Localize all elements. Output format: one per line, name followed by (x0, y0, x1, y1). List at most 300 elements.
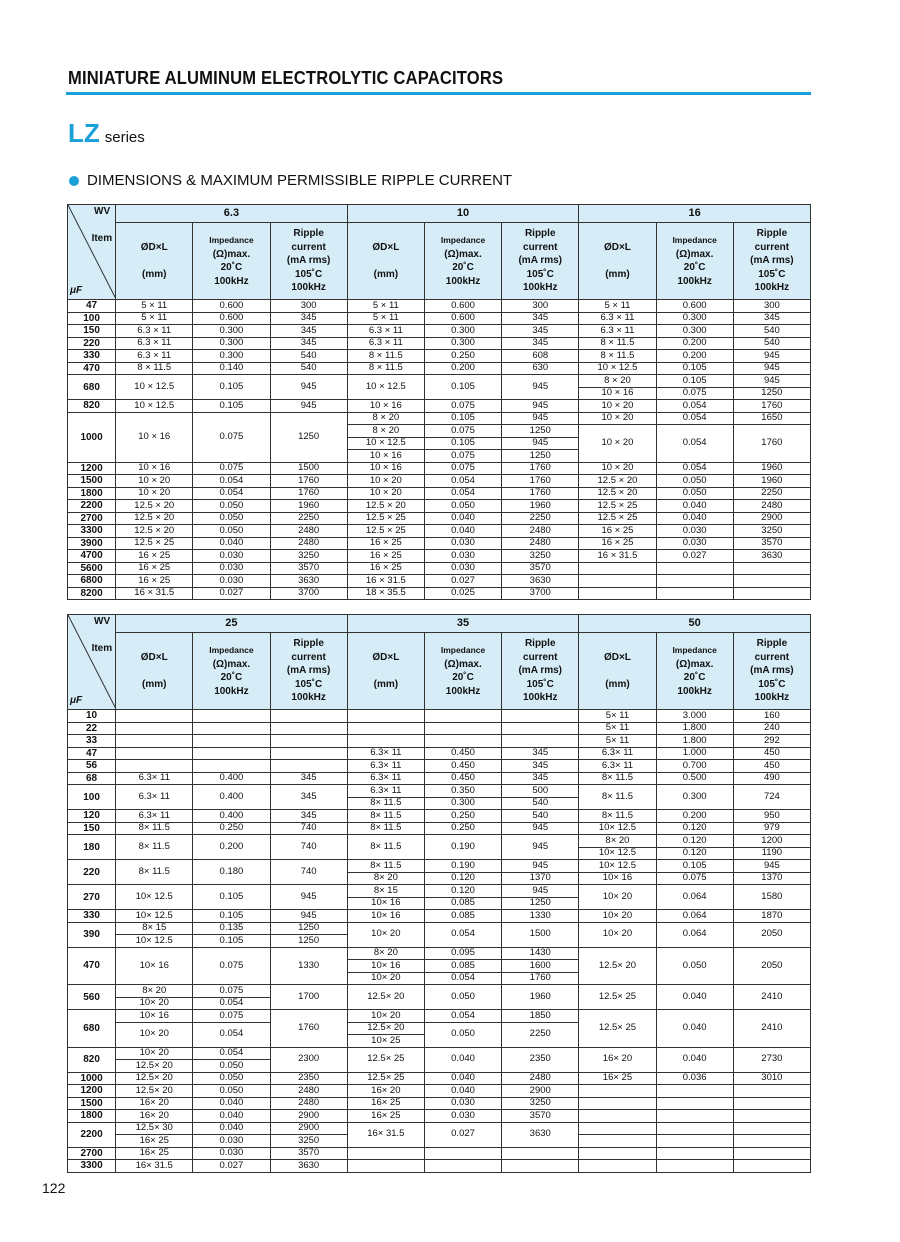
capacitance-cell: 2700 (68, 512, 116, 525)
ripple-cell: 3630 (502, 1122, 579, 1147)
table-row (68, 337, 811, 350)
size-cell: 16 × 25 (347, 550, 424, 563)
ripple-cell: 1370 (733, 872, 810, 885)
size-cell (579, 1147, 656, 1160)
ripple-header: Ripple current (mA rms) 105˚C 100kHz (733, 633, 810, 710)
size-cell: 8× 11.5 (579, 785, 656, 810)
ripple-cell (733, 562, 810, 575)
table-row (68, 1047, 811, 1060)
size-cell: 6.3× 11 (579, 747, 656, 760)
size-cell: 12.5× 20 (116, 1060, 193, 1073)
size-cell: 16 × 25 (116, 575, 193, 588)
ripple-cell: 345 (733, 312, 810, 325)
voltage-header: 16 (579, 205, 811, 223)
impedance-cell: 0.105 (193, 935, 270, 948)
size-cell: 10 × 12.5 (579, 362, 656, 375)
impedance-cell: 0.105 (656, 375, 733, 388)
size-cell: 5× 11 (579, 722, 656, 735)
size-cell: 12.5× 25 (347, 1072, 424, 1085)
size-cell: 6.3× 11 (347, 747, 424, 760)
size-cell: 5× 11 (579, 710, 656, 723)
ripple-cell (733, 1110, 810, 1123)
size-cell (347, 735, 424, 748)
size-cell: 10× 16 (347, 960, 424, 973)
impedance-cell: 0.450 (424, 747, 501, 760)
impedance-cell: 0.300 (656, 785, 733, 810)
capacitance-cell: 820 (68, 1047, 116, 1072)
size-cell: 10× 25 (347, 1035, 424, 1048)
impedance-cell: 0.050 (193, 525, 270, 538)
impedance-cell (656, 1122, 733, 1135)
size-cell: 10 × 16 (579, 387, 656, 400)
impedance-cell: 0.050 (193, 1072, 270, 1085)
ripple-cell: 292 (733, 735, 810, 748)
impedance-cell: 0.050 (656, 475, 733, 488)
table-row (68, 710, 811, 723)
ripple-cell: 2250 (502, 512, 579, 525)
capacitance-cell: 1500 (68, 1097, 116, 1110)
series-code: LZ (68, 118, 100, 148)
table-row (68, 312, 811, 325)
impedance-cell: 0.040 (656, 1047, 733, 1072)
impedance-cell: 0.050 (193, 1060, 270, 1073)
size-cell: 16× 25 (347, 1110, 424, 1123)
uf-label: μF (70, 285, 83, 296)
ripple-cell: 345 (270, 325, 347, 338)
impedance-cell: 0.040 (424, 1085, 501, 1098)
ripple-header: Ripple current (mA rms) 105˚C 100kHz (502, 223, 579, 300)
ripple-cell: 1250 (270, 922, 347, 935)
size-cell (347, 722, 424, 735)
capacitance-cell: 220 (68, 337, 116, 350)
table-row (68, 722, 811, 735)
impedance-cell: 0.040 (656, 500, 733, 513)
impedance-cell: 0.040 (656, 985, 733, 1010)
impedance-cell (424, 722, 501, 735)
size-cell: 6.3× 11 (116, 785, 193, 810)
impedance-cell: 0.054 (424, 487, 501, 500)
ripple-cell: 2480 (502, 525, 579, 538)
ripple-cell: 2900 (502, 1085, 579, 1098)
impedance-cell: 0.400 (193, 785, 270, 810)
impedance-cell: 0.300 (656, 325, 733, 338)
ripple-cell: 2250 (270, 512, 347, 525)
ripple-cell (733, 1097, 810, 1110)
ripple-cell: 945 (270, 400, 347, 413)
impedance-cell: 3.000 (656, 710, 733, 723)
impedance-cell: 0.075 (424, 425, 501, 438)
size-cell: 6.3 × 11 (116, 337, 193, 350)
table-row (68, 1010, 811, 1023)
table-row (68, 772, 811, 785)
capacitance-cell: 10 (68, 710, 116, 723)
ripple-cell: 2900 (270, 1122, 347, 1135)
ripple-cell: 1760 (733, 400, 810, 413)
impedance-cell: 0.030 (424, 537, 501, 550)
size-cell (579, 587, 656, 600)
ripple-cell: 2250 (502, 1022, 579, 1047)
capacitance-cell: 270 (68, 885, 116, 910)
ripple-cell: 2480 (270, 537, 347, 550)
impedance-cell: 0.135 (193, 922, 270, 935)
size-cell: 10 × 16 (116, 462, 193, 475)
size-cell: 6.3× 11 (579, 760, 656, 773)
size-cell: 8× 11.5 (579, 772, 656, 785)
size-cell (116, 747, 193, 760)
table-row (68, 575, 811, 588)
size-cell (579, 1110, 656, 1123)
size-header: ØD×L (mm) (347, 223, 424, 300)
table-row (68, 947, 811, 960)
size-cell: 8× 11.5 (347, 835, 424, 860)
size-cell (347, 1147, 424, 1160)
table-row (68, 362, 811, 375)
ripple-cell: 3250 (270, 1135, 347, 1148)
ripple-cell: 1760 (502, 462, 579, 475)
table-row (68, 500, 811, 513)
ripple-cell: 945 (502, 835, 579, 860)
table-row (68, 1160, 811, 1173)
ripple-cell: 3700 (502, 587, 579, 600)
ripple-cell: 540 (270, 362, 347, 375)
voltage-header: 25 (116, 615, 348, 633)
table-row (68, 350, 811, 363)
ripple-cell: 1960 (270, 500, 347, 513)
table-row (68, 760, 811, 773)
size-cell: 10× 20 (347, 1010, 424, 1023)
impedance-cell: 0.054 (193, 1047, 270, 1060)
item-label: Item (91, 643, 113, 654)
ripple-cell (502, 1160, 579, 1173)
size-header: ØD×L (mm) (579, 633, 656, 710)
table-row (68, 1097, 811, 1110)
ripple-header: Ripple current (mA rms) 105˚C 100kHz (502, 633, 579, 710)
size-cell: 8× 15 (347, 885, 424, 898)
impedance-cell: 0.075 (656, 872, 733, 885)
size-cell (579, 1160, 656, 1173)
impedance-cell: 0.200 (424, 362, 501, 375)
capacitance-cell: 1500 (68, 475, 116, 488)
size-cell: 12.5 × 20 (347, 500, 424, 513)
table-row (68, 537, 811, 550)
ripple-cell: 240 (733, 722, 810, 735)
impedance-cell: 0.300 (656, 312, 733, 325)
size-cell: 8 × 11.5 (579, 350, 656, 363)
size-cell: 12.5 × 20 (116, 525, 193, 538)
size-cell: 12.5 × 20 (579, 475, 656, 488)
impedance-cell: 0.064 (656, 885, 733, 910)
size-cell: 10 × 12.5 (347, 375, 424, 400)
size-cell (579, 1097, 656, 1110)
ripple-cell: 945 (502, 400, 579, 413)
ripple-cell (502, 735, 579, 748)
size-cell: 10 × 12.5 (347, 437, 424, 450)
ripple-cell: 1500 (270, 462, 347, 475)
capacitance-cell: 1800 (68, 487, 116, 500)
impedance-cell (656, 1097, 733, 1110)
impedance-cell: 0.105 (193, 910, 270, 923)
size-cell (347, 710, 424, 723)
section-heading (69, 172, 512, 189)
ripple-cell: 3250 (502, 1097, 579, 1110)
ripple-cell: 345 (270, 772, 347, 785)
size-cell: 8× 15 (116, 922, 193, 935)
size-cell: 12.5 × 25 (579, 512, 656, 525)
size-cell: 8× 11.5 (116, 860, 193, 885)
ripple-cell (733, 1160, 810, 1173)
title-rule (66, 92, 811, 95)
ripple-cell: 540 (270, 350, 347, 363)
impedance-cell: 0.027 (656, 550, 733, 563)
ripple-cell (270, 710, 347, 723)
size-cell: 10 × 20 (579, 425, 656, 463)
size-cell: 8 × 11.5 (347, 350, 424, 363)
capacitance-cell: 2200 (68, 500, 116, 513)
table-row (68, 475, 811, 488)
size-cell: 12.5 × 20 (116, 500, 193, 513)
size-cell (579, 1135, 656, 1148)
impedance-cell: 0.075 (656, 387, 733, 400)
impedance-cell: 0.075 (193, 985, 270, 998)
ripple-cell: 1580 (733, 885, 810, 910)
impedance-cell: 0.030 (424, 550, 501, 563)
ripple-cell: 2730 (733, 1047, 810, 1072)
size-cell: 10 × 12.5 (116, 375, 193, 400)
size-cell: 10× 20 (579, 885, 656, 910)
impedance-cell: 0.105 (424, 412, 501, 425)
impedance-cell: 0.120 (656, 822, 733, 835)
impedance-cell: 0.105 (193, 885, 270, 910)
impedance-cell (656, 575, 733, 588)
impedance-cell: 0.075 (424, 462, 501, 475)
ripple-cell: 540 (502, 810, 579, 823)
voltage-header: 50 (579, 615, 811, 633)
ripple-cell: 945 (502, 437, 579, 450)
ripple-cell: 1370 (502, 872, 579, 885)
size-cell: 10× 20 (116, 1022, 193, 1047)
impedance-cell: 0.350 (424, 785, 501, 798)
capacitance-cell: 47 (68, 300, 116, 313)
size-cell: 5× 11 (579, 735, 656, 748)
size-header: ØD×L (mm) (579, 223, 656, 300)
impedance-cell: 0.027 (193, 1160, 270, 1173)
size-cell (116, 735, 193, 748)
ripple-cell: 2480 (270, 525, 347, 538)
impedance-cell: 0.050 (424, 985, 501, 1010)
size-cell: 12.5× 25 (579, 985, 656, 1010)
size-cell: 6.3 × 11 (347, 325, 424, 338)
ripple-cell: 945 (502, 885, 579, 898)
ripple-cell: 3250 (270, 550, 347, 563)
impedance-cell (656, 1160, 733, 1173)
size-cell: 8× 11.5 (347, 810, 424, 823)
impedance-cell (193, 747, 270, 760)
series-word: series (104, 129, 145, 146)
voltage-header: 10 (347, 205, 579, 223)
impedance-cell: 0.030 (424, 562, 501, 575)
ripple-cell (270, 747, 347, 760)
size-cell: 16 × 25 (347, 537, 424, 550)
size-cell (116, 722, 193, 735)
size-cell: 16 × 31.5 (579, 550, 656, 563)
ripple-cell: 500 (502, 785, 579, 798)
impedance-cell: 0.040 (424, 512, 501, 525)
wv-label: WV (94, 206, 111, 217)
table-row (68, 835, 811, 848)
table-row (68, 587, 811, 600)
impedance-cell: 0.200 (656, 337, 733, 350)
size-cell: 12.5 × 25 (347, 525, 424, 538)
ripple-cell: 540 (733, 325, 810, 338)
impedance-cell (193, 722, 270, 735)
ripple-cell (270, 722, 347, 735)
capacitance-cell: 68 (68, 772, 116, 785)
ripple-cell: 1250 (270, 935, 347, 948)
impedance-cell: 0.600 (193, 300, 270, 313)
impedance-cell: 0.095 (424, 947, 501, 960)
impedance-cell: 0.030 (193, 562, 270, 575)
ripple-cell: 345 (502, 312, 579, 325)
impedance-cell: 0.040 (656, 1010, 733, 1048)
size-cell: 6.3× 11 (116, 772, 193, 785)
ripple-cell: 540 (733, 337, 810, 350)
impedance-cell: 0.450 (424, 772, 501, 785)
size-cell: 10 × 20 (579, 462, 656, 475)
impedance-cell: 0.400 (193, 810, 270, 823)
impedance-cell: 0.050 (193, 500, 270, 513)
impedance-cell: 0.054 (656, 400, 733, 413)
ripple-cell: 3630 (733, 550, 810, 563)
impedance-cell: 0.105 (656, 362, 733, 375)
size-cell: 16× 25 (116, 1135, 193, 1148)
ripple-cell: 2480 (502, 1072, 579, 1085)
table-row (68, 300, 811, 313)
ripple-cell: 724 (733, 785, 810, 810)
ripple-cell: 2050 (733, 947, 810, 985)
impedance-cell: 0.180 (193, 860, 270, 885)
ripple-cell: 3630 (270, 575, 347, 588)
capacitance-cell: 330 (68, 350, 116, 363)
size-cell: 10× 20 (116, 997, 193, 1010)
size-cell: 10× 12.5 (116, 885, 193, 910)
size-cell: 8 × 20 (347, 425, 424, 438)
size-cell (579, 562, 656, 575)
impedance-cell: 0.054 (656, 462, 733, 475)
ripple-cell: 1200 (733, 835, 810, 848)
size-header: ØD×L (mm) (116, 633, 193, 710)
ripple-cell: 1870 (733, 910, 810, 923)
impedance-cell: 0.450 (424, 760, 501, 773)
impedance-cell: 0.064 (656, 910, 733, 923)
ripple-cell: 945 (270, 910, 347, 923)
size-cell: 18 × 35.5 (347, 587, 424, 600)
size-cell: 12.5 × 20 (579, 487, 656, 500)
ripple-cell: 2250 (733, 487, 810, 500)
size-cell: 10 × 20 (347, 475, 424, 488)
impedance-cell: 0.054 (656, 412, 733, 425)
impedance-cell: 0.040 (193, 537, 270, 550)
corner-header (68, 205, 116, 300)
ripple-cell: 3570 (502, 1110, 579, 1123)
ripple-cell: 160 (733, 710, 810, 723)
ripple-cell: 945 (502, 412, 579, 425)
impedance-cell: 0.030 (193, 1147, 270, 1160)
size-cell: 6.3× 11 (347, 772, 424, 785)
size-cell: 16× 20 (579, 1047, 656, 1072)
ripple-cell: 1760 (733, 425, 810, 463)
size-cell: 12.5 × 25 (347, 512, 424, 525)
ripple-cell: 2300 (270, 1047, 347, 1072)
ripple-cell: 1700 (270, 985, 347, 1010)
impedance-cell: 0.085 (424, 897, 501, 910)
ripple-cell: 2410 (733, 985, 810, 1010)
wv-label: WV (94, 616, 111, 627)
ripple-cell: 2900 (270, 1110, 347, 1123)
page-number: 122 (42, 1180, 66, 1196)
size-cell: 16× 31.5 (116, 1160, 193, 1173)
size-cell: 16 × 25 (116, 550, 193, 563)
size-cell: 6.3 × 11 (579, 312, 656, 325)
ripple-cell: 1500 (502, 922, 579, 947)
impedance-cell: 0.075 (193, 412, 270, 462)
table-row (68, 910, 811, 923)
size-cell: 12.5× 25 (347, 1047, 424, 1072)
table-row (68, 1110, 811, 1123)
size-cell: 8× 11.5 (347, 822, 424, 835)
impedance-cell: 0.190 (424, 860, 501, 873)
impedance-cell: 0.027 (424, 1122, 501, 1147)
impedance-cell: 0.054 (424, 1010, 501, 1023)
table-row (68, 885, 811, 898)
ripple-cell: 945 (502, 822, 579, 835)
impedance-cell: 0.040 (424, 1047, 501, 1072)
ripple-cell: 2480 (733, 500, 810, 513)
size-cell: 10× 12.5 (116, 910, 193, 923)
impedance-cell (193, 735, 270, 748)
capacitance-cell: 47 (68, 747, 116, 760)
impedance-cell: 0.105 (424, 375, 501, 400)
capacitance-cell: 470 (68, 362, 116, 375)
capacitance-cell: 680 (68, 375, 116, 400)
impedance-cell: 0.054 (193, 1022, 270, 1047)
size-cell: 12.5 × 25 (579, 500, 656, 513)
size-cell: 10× 16 (347, 910, 424, 923)
size-cell: 10× 12.5 (579, 860, 656, 873)
size-cell: 5 × 11 (347, 300, 424, 313)
ripple-cell (502, 1147, 579, 1160)
size-cell: 16 × 31.5 (116, 587, 193, 600)
impedance-cell: 0.250 (424, 822, 501, 835)
impedance-cell: 0.075 (193, 1010, 270, 1023)
size-cell: 8× 20 (116, 985, 193, 998)
size-cell: 16× 20 (116, 1110, 193, 1123)
ripple-cell: 3630 (502, 575, 579, 588)
size-cell: 16× 31.5 (347, 1122, 424, 1147)
ripple-cell: 945 (270, 375, 347, 400)
capacitance-cell: 33 (68, 735, 116, 748)
size-cell: 12.5× 20 (579, 947, 656, 985)
ripple-cell: 2480 (270, 1097, 347, 1110)
impedance-cell (656, 1085, 733, 1098)
size-cell: 8× 20 (347, 947, 424, 960)
size-cell: 16 × 25 (347, 562, 424, 575)
table-row (68, 735, 811, 748)
ripple-cell (733, 1122, 810, 1135)
size-cell: 10× 16 (347, 897, 424, 910)
ripple-cell: 1250 (733, 387, 810, 400)
ripple-cell: 450 (733, 760, 810, 773)
size-cell: 10 × 16 (347, 400, 424, 413)
